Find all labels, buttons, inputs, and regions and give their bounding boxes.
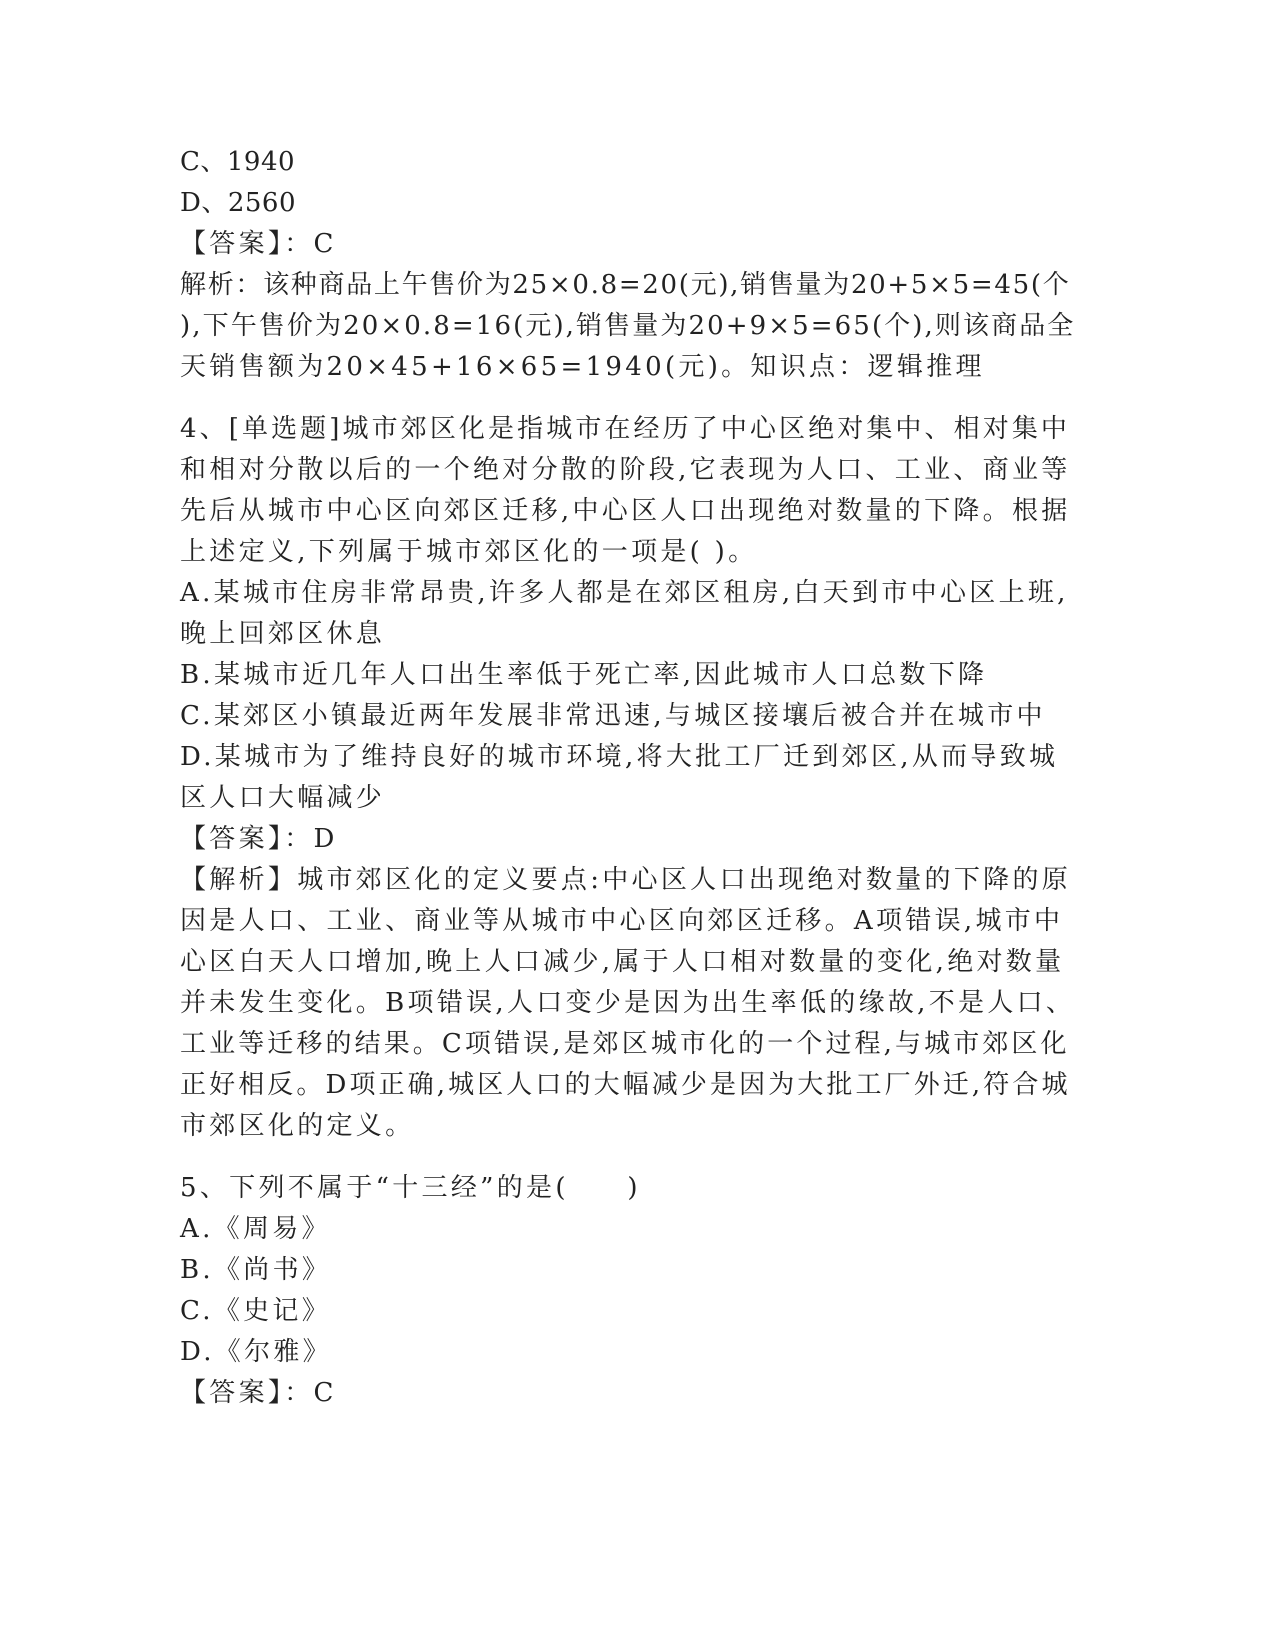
q3-analysis-line: ),下午售价为20×0.8=16(元),销售量为20+9×5=65(个),则该商品全	[180, 311, 1076, 341]
question-4-block	[180, 409, 1075, 1147]
q4-option-c: C.某郊区小镇最近两年发展非常迅速,与城区接壤后被合并在城市中	[180, 701, 1046, 731]
q4-analysis-line: 正好相反。D项正确,城区人口的大幅减少是因为大批工厂外迁,符合城	[180, 1070, 1071, 1100]
question-5-block	[180, 1168, 1075, 1414]
q4-stem-line: 先后从城市中心区向郊区迁移,中心区人口出现绝对数量的下降。根据	[180, 496, 1071, 526]
q3-option-d: D、2560	[180, 188, 297, 218]
q4-stem-line: 和相对分散以后的一个绝对分散的阶段,它表现为人口、工业、商业等	[180, 455, 1071, 485]
q3-option-c: C、1940	[180, 147, 296, 177]
q4-option-d: D.某城市为了维持良好的城市环境,将大批工厂迁到郊区,从而导致城	[180, 742, 1059, 772]
q4-analysis-line: 工业等迁移的结果。C项错误,是郊区城市化的一个过程,与城市郊区化	[180, 1029, 1070, 1059]
q4-option-a: A.某城市住房非常昂贵,许多人都是在郊区租房,白天到市中心区上班,	[180, 578, 1069, 608]
q5-option-b: B.《尚书》	[180, 1255, 332, 1285]
document-page	[180, 142, 1075, 1414]
q4-answer: 【答案】：D	[180, 824, 338, 854]
q4-option-a-cont: 晚上回郊区休息	[180, 619, 386, 649]
q5-option-c: C.《史记》	[180, 1296, 332, 1326]
q4-option-b: B.某城市近几年人口出生率低于死亡率,因此城市人口总数下降	[180, 660, 988, 690]
q3-analysis-line: 解析：该种商品上午售价为25×0.8=20(元),销售量为20+5×5=45(个	[180, 270, 1071, 300]
q4-stem-line: 4、[单选题]城市郊区化是指城市在经历了中心区绝对集中、相对集中	[180, 414, 1071, 444]
q4-analysis-line: 【解析】城市郊区化的定义要点:中心区人口出现绝对数量的下降的原	[180, 865, 1072, 895]
q4-option-d-cont: 区人口大幅减少	[180, 783, 386, 813]
q5-option-a: A.《周易》	[180, 1214, 331, 1244]
question-3-block	[180, 142, 1075, 388]
q4-stem-line: 上述定义,下列属于城市郊区化的一项是( )。	[180, 537, 758, 567]
q4-analysis-line: 因是人口、工业、商业等从城市中心区向郊区迁移。A项错误,城市中	[180, 906, 1064, 936]
q4-analysis-line: 心区白天人口增加,晚上人口减少,属于人口相对数量的变化,绝对数量	[180, 947, 1065, 977]
q3-analysis-line: 天销售额为20×45+16×65=1940(元)。知识点：逻辑推理	[180, 352, 985, 382]
q5-stem: 5、下列不属于“十三经”的是( )	[180, 1173, 641, 1203]
q5-option-d: D.《尔雅》	[180, 1337, 332, 1367]
q5-answer: 【答案】：C	[180, 1378, 337, 1408]
q3-answer: 【答案】：C	[180, 229, 337, 259]
q4-analysis-line: 市郊区化的定义。	[180, 1111, 415, 1141]
q4-analysis-line: 并未发生变化。B项错误,人口变少是因为出生率低的缘故,不是人口、	[180, 988, 1076, 1018]
